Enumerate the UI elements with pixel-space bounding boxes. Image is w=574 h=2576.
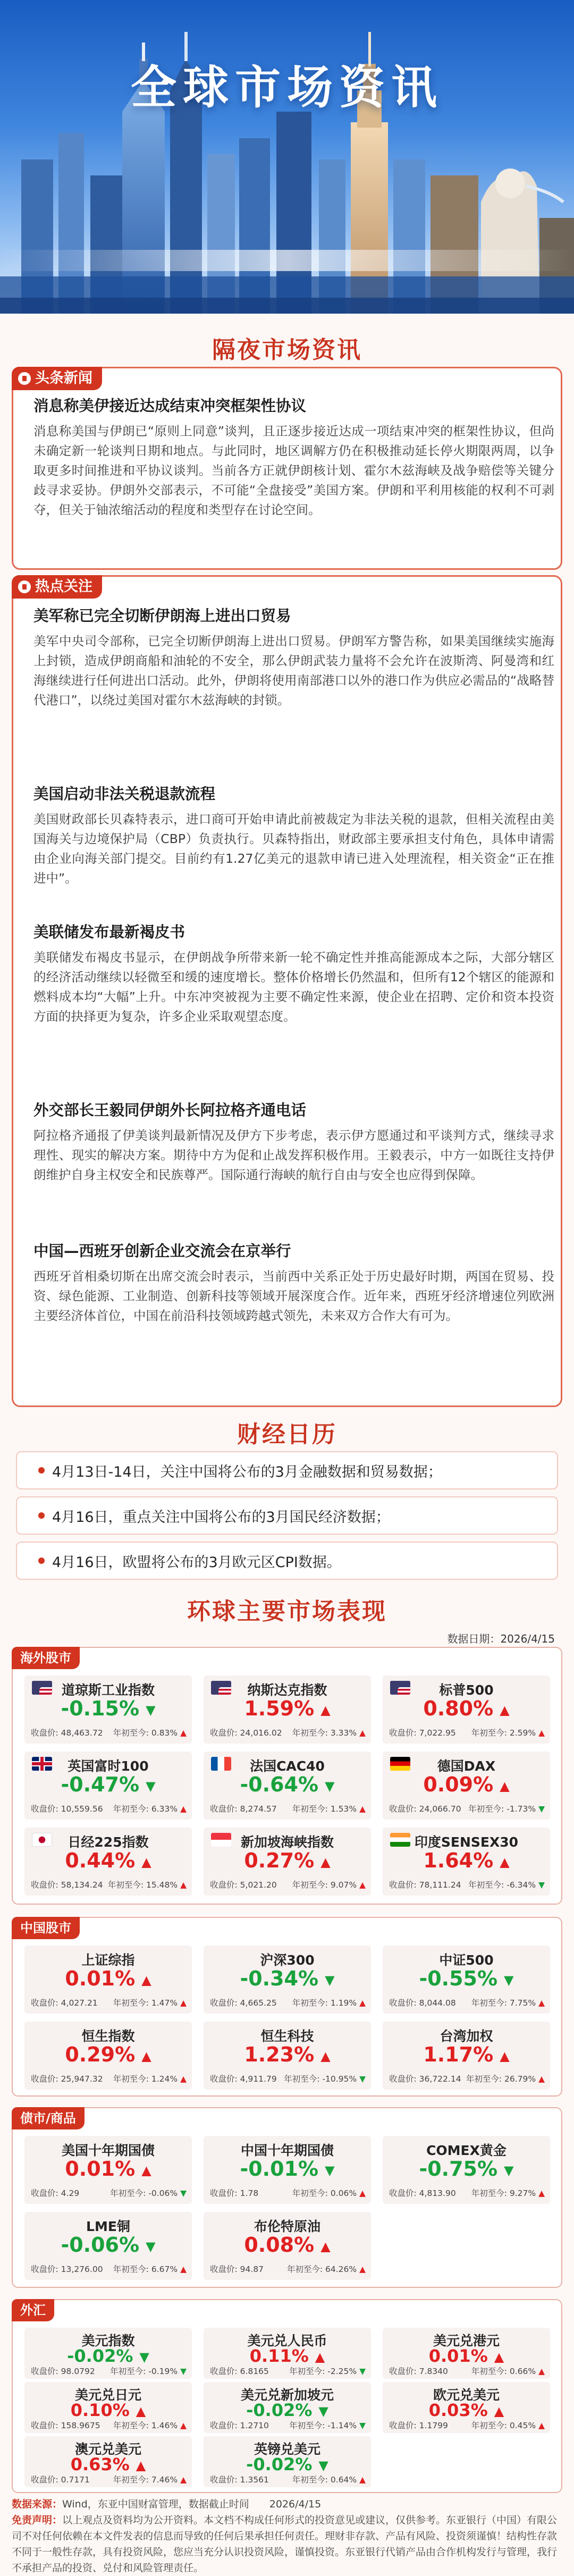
ytd-value: 年初至今: 1.47% ▲ xyxy=(113,1998,187,2008)
market-change: 0.01% ▲ xyxy=(65,2157,151,2181)
triangle-up-icon: ▲ xyxy=(141,2048,151,2064)
close-value: 收盘价: 8,044.08 xyxy=(389,1998,456,2008)
market-name: 欧元兑美元 xyxy=(433,2387,500,2403)
close-value: 收盘价: 24,066.70 xyxy=(389,1804,461,1814)
close-value: 收盘价: 78,111.24 xyxy=(389,1880,461,1890)
triangle-down-icon: ▼ xyxy=(180,2188,187,2198)
market-footer xyxy=(210,1879,366,1890)
market-name: 美元指数 xyxy=(81,2333,135,2348)
market-cell xyxy=(204,2136,371,2204)
market-footer xyxy=(31,2073,187,2084)
disclaimer: 免责声明：以上观点及资料均为公开资料。本文档不构成任何形式的投资意见或建议，仅供参考。东亚银行（中国）有限公司不对任何依赖在本文件发表的信息而导致的任何后果承担任何责任。理财非存款、产品有风险、投资须谨慎！结构性存款不同于一般性存款，具有投资风险，您应当充分认识投资风险，谨慎投资。东亚银行代销产品由合作机构发行与管理，我行不承担产品的投资、兑付和风险管理责任。 xyxy=(12,2514,558,2574)
market-change: 0.09% ▲ xyxy=(423,1773,510,1796)
market-cell xyxy=(204,1752,371,1820)
market-cell xyxy=(24,2136,192,2204)
triangle-up-icon: ▲ xyxy=(500,1778,510,1794)
triangle-down-icon: ▼ xyxy=(146,1778,156,1794)
calendar-item: 4月13日-14日，关注中国将公布的3月金融数据和贸易数据； xyxy=(16,1451,558,1489)
market-cell xyxy=(383,2136,550,2204)
market-change: 0.63% ▲ xyxy=(70,2454,146,2474)
triangle-up-icon: ▲ xyxy=(180,2074,187,2084)
market-name: 德国DAX xyxy=(437,1758,496,1774)
market-cell xyxy=(24,1828,192,1896)
triangle-down-icon: ▼ xyxy=(318,2404,328,2419)
market-change: 0.03% ▲ xyxy=(428,2400,504,2420)
market-change: -0.47% ▼ xyxy=(61,1773,156,1796)
market-change: -0.02% ▼ xyxy=(67,2346,149,2366)
close-value: 收盘价: 4,911.79 xyxy=(210,2074,277,2084)
hot-article-4 xyxy=(33,1100,554,1185)
triangle-down-icon: ▼ xyxy=(538,1880,545,1890)
market-cell xyxy=(204,1828,371,1896)
ytd-value: 年初至今: 64.26% ▲ xyxy=(286,2264,366,2274)
hot-article-body: 西班牙首相桑切斯在出席交流会时表示，当前西中关系正处于历史最好时期，两国在贸易、投资、绿色能源、工业制造、创新科技等领域开展深度合作。近年来，西班牙经济增速位列欧洲主要经济体首位，中国在前沿科技领域跨越式领先，未来双方合作大有可为。 xyxy=(33,1269,554,1323)
ytd-value: 年初至今: 0.64% ▲ xyxy=(292,2475,366,2485)
hero-title: 全球市场资讯 xyxy=(131,61,443,114)
market-change: 0.29% ▲ xyxy=(65,2043,151,2066)
close-value: 收盘价: 5,021.20 xyxy=(210,1880,277,1890)
market-cell xyxy=(383,2382,550,2433)
market-cell xyxy=(383,1828,550,1896)
close-value: 收盘价: 13,276.00 xyxy=(31,2264,103,2274)
ytd-value: 年初至今: 7.75% ▲ xyxy=(471,1998,545,2008)
market-change: -0.02% ▼ xyxy=(246,2400,328,2420)
triangle-up-icon: ▲ xyxy=(141,1972,151,1988)
close-value: 收盘价: 7,022.95 xyxy=(389,1728,456,1738)
overseas-stocks-tag: 海外股市 xyxy=(12,1647,80,1669)
ytd-value: 年初至今: 0.45% ▲ xyxy=(471,2421,545,2430)
market-name: 布伦特原油 xyxy=(254,2219,320,2234)
market-change: 1.23% ▲ xyxy=(244,2043,331,2066)
triangle-up-icon: ▲ xyxy=(359,1728,366,1738)
market-cell xyxy=(383,1752,550,1820)
market-cell xyxy=(383,1676,550,1744)
triangle-down-icon: ▼ xyxy=(180,2367,187,2376)
close-value: 收盘价: 36,722.14 xyxy=(389,2074,461,2084)
close-value: 收盘价: 158.9675 xyxy=(31,2421,100,2430)
market-change: -0.64% ▼ xyxy=(240,1773,335,1796)
triangle-up-icon: ▲ xyxy=(141,2162,151,2178)
market-cell xyxy=(24,1946,192,2014)
ytd-value: 年初至今: 26.79% ▲ xyxy=(466,2074,545,2084)
market-name: 标普500 xyxy=(439,1682,494,1698)
ytd-value: 年初至今: 6.33% ▲ xyxy=(113,1804,187,1814)
bonds-commodities-tag: 债市/商品 xyxy=(12,2107,85,2129)
triangle-up-icon: ▲ xyxy=(136,2458,146,2473)
market-change: 0.08% ▲ xyxy=(244,2233,331,2257)
market-footer xyxy=(31,2473,187,2485)
market-cell xyxy=(204,2436,371,2487)
market-footer xyxy=(31,2365,187,2377)
hot-topics-tag: 热点关注 xyxy=(12,575,102,599)
ytd-value: 年初至今: 1.46% ▲ xyxy=(113,2421,187,2430)
ytd-value: 年初至今: -1.73% ▼ xyxy=(468,1804,545,1814)
triangle-down-icon: ▼ xyxy=(146,1702,156,1718)
market-name: 上证综指 xyxy=(81,1952,135,1968)
market-cell xyxy=(24,2436,192,2487)
triangle-up-icon: ▲ xyxy=(359,1998,366,2008)
china-stocks-tag: 中国股市 xyxy=(12,1917,80,1939)
bullet-icon xyxy=(38,1467,45,1474)
market-cell xyxy=(204,2382,371,2433)
hot-article-title: 美联储发布最新褐皮书 xyxy=(33,923,185,941)
market-footer xyxy=(210,2073,366,2084)
data-date: 数据日期：2026/4/15 xyxy=(447,1632,555,1645)
close-value: 收盘价: 1.1799 xyxy=(389,2421,448,2430)
market-cell xyxy=(383,2022,550,2090)
data-source: 数据来源：Wind，东亚中国财富管理，数据截止时间 2026/4/15 xyxy=(12,2498,322,2510)
china-stocks-panel xyxy=(12,1917,562,2097)
triangle-up-icon: ▲ xyxy=(180,1880,187,1890)
market-name: 中证500 xyxy=(439,1952,494,1968)
market-footer xyxy=(389,2419,545,2431)
market-name: 恒生科技 xyxy=(260,2028,314,2044)
market-name: 纳斯达克指数 xyxy=(247,1682,327,1698)
market-change: 0.11% ▲ xyxy=(249,2346,325,2366)
hot-article-body: 阿拉格齐通报了伊美谈判最新情况及伊方下步考虑，表示伊方愿通过和平谈判方式，继续寻求理性、现实的解决方案。期待中方为促和止战发挥积极作用。王毅表示，中方一如既往支持伊朗维护自身主权安全和民族尊严。国际通行海峡的航行自由与安全也应得到保障。 xyxy=(33,1128,554,1182)
market-cell xyxy=(383,1946,550,2014)
bullet-icon xyxy=(38,1512,45,1519)
triangle-up-icon: ▲ xyxy=(180,1998,187,2008)
close-value: 收盘价: 8,274.57 xyxy=(210,1804,277,1814)
market-change: 0.01% ▲ xyxy=(65,1967,151,1990)
market-name: 日经225指数 xyxy=(67,1834,149,1850)
ytd-value: 年初至今: -10.95% ▼ xyxy=(284,2074,366,2084)
hot-article-3 xyxy=(33,922,554,1026)
ytd-value: 年初至今: 1.19% ▲ xyxy=(292,1998,366,2008)
headline-article xyxy=(33,396,554,520)
market-footer xyxy=(389,2365,545,2377)
triangle-up-icon: ▲ xyxy=(320,1854,331,1870)
triangle-up-icon: ▲ xyxy=(538,2367,545,2376)
market-footer xyxy=(31,1997,187,2008)
ytd-value: 年初至今: 9.27% ▲ xyxy=(471,2188,545,2198)
market-change: -0.75% ▼ xyxy=(419,2157,514,2181)
ytd-value: 年初至今: 3.33% ▲ xyxy=(292,1728,366,1738)
market-footer xyxy=(31,2263,187,2275)
market-footer xyxy=(389,1879,545,1890)
news-icon xyxy=(18,372,31,385)
triangle-up-icon: ▲ xyxy=(494,2350,504,2364)
hot-article-1 xyxy=(33,606,554,710)
market-name: 沪深300 xyxy=(260,1952,315,1968)
hot-article-title: 外交部长王毅同伊朗外长阿拉格齐通电话 xyxy=(33,1101,307,1119)
calendar-item: 4月16日，欧盟将公布的3月欧元区CPI数据。 xyxy=(16,1542,558,1580)
market-change: -0.06% ▼ xyxy=(61,2233,156,2257)
market-change: -0.01% ▼ xyxy=(240,2157,335,2181)
close-value: 收盘价: 0.7171 xyxy=(31,2475,90,2485)
overseas-stocks-panel xyxy=(12,1647,562,1905)
triangle-down-icon: ▼ xyxy=(359,2367,366,2376)
close-value: 收盘价: 25,947.32 xyxy=(31,2074,103,2084)
triangle-up-icon: ▲ xyxy=(320,2238,331,2254)
market-name: 美元兑新加坡元 xyxy=(240,2387,334,2403)
triangle-down-icon: ▼ xyxy=(359,2074,366,2084)
ytd-value: 年初至今: 1.53% ▲ xyxy=(292,1804,366,1814)
triangle-down-icon: ▼ xyxy=(325,2162,335,2178)
fx-tag: 外汇 xyxy=(12,2299,54,2321)
market-footer xyxy=(210,1727,366,1738)
market-change: -0.34% ▼ xyxy=(240,1967,335,1990)
market-cell xyxy=(24,1676,192,1744)
ytd-value: 年初至今: 15.48% ▲ xyxy=(107,1880,187,1890)
close-value: 收盘价: 98.0792 xyxy=(31,2367,95,2376)
hot-article-body: 美联储发布褐皮书显示，在伊朗战争所带来新一轮不确定性并推高能源成本之际，大部分辖区的经济活动继续以轻微至和缓的速度增长。整体价格增长仍然温和，但所有12个辖区的能源和燃料成本均“大幅”上升。中东冲突被视为主要不确定性来源，使企业在招聘、定价和资本投资方面的抉择更为复杂，许多企业采取观望态度。 xyxy=(33,950,554,1024)
market-name: 美元兑人民币 xyxy=(247,2333,327,2348)
triangle-down-icon: ▼ xyxy=(146,2238,156,2254)
market-cell xyxy=(24,2022,192,2090)
market-footer xyxy=(389,1997,545,2008)
ytd-value: 年初至今: -6.34% ▼ xyxy=(468,1880,545,1890)
hot-article-body: 美军中央司令部称，已完全切断伊朗海上进出口贸易。伊朗军方警告称，如果美国继续实施海上封锁，造成伊朗商船和油轮的不安全，那么伊朗武装力量将不会允许在波斯湾、阿曼湾和红海继续进行任何进出口活动。此外，伊朗将使用南部港口以外的港口作为供应必需品的“战略替代港口”，以绕过美国对霍尔木兹海峡的封锁。 xyxy=(33,634,554,708)
market-name: 法国CAC40 xyxy=(250,1758,325,1774)
calendar-title: 财经日历 xyxy=(237,1421,337,1448)
hot-article-title: 美军称已完全切断伊朗海上进出口贸易 xyxy=(33,607,291,625)
market-cell xyxy=(24,2328,192,2379)
market-change: 1.59% ▲ xyxy=(244,1697,331,1720)
market-name: 印度SENSEX30 xyxy=(414,1834,519,1850)
hot-article-5 xyxy=(33,1241,554,1326)
market-cell xyxy=(204,2328,371,2379)
market-name: 美元兑港元 xyxy=(433,2333,500,2348)
triangle-down-icon: ▼ xyxy=(318,2458,328,2473)
triangle-down-icon: ▼ xyxy=(139,2350,149,2364)
triangle-up-icon: ▲ xyxy=(180,2421,187,2430)
market-footer xyxy=(31,1803,187,1814)
ytd-value: 年初至今: 1.24% ▲ xyxy=(113,2074,187,2084)
fx-panel xyxy=(12,2299,562,2493)
triangle-up-icon: ▲ xyxy=(180,2264,187,2274)
market-footer xyxy=(389,2187,545,2199)
market-change: 0.44% ▲ xyxy=(65,1849,151,1872)
market-footer xyxy=(389,1727,545,1738)
market-footer xyxy=(31,1879,187,1890)
bullet-icon xyxy=(38,1558,45,1564)
close-value: 收盘价: 1.2710 xyxy=(210,2421,269,2430)
triangle-up-icon: ▲ xyxy=(359,1804,366,1814)
triangle-up-icon: ▲ xyxy=(320,1702,331,1718)
market-change: -0.55% ▼ xyxy=(419,1967,514,1990)
ytd-value: 年初至今: 7.46% ▲ xyxy=(113,2475,187,2485)
triangle-up-icon: ▲ xyxy=(494,2404,504,2419)
market-name: 英镑兑美元 xyxy=(254,2442,320,2457)
market-change: 0.27% ▲ xyxy=(244,1849,331,1872)
close-value: 收盘价: 58,134.24 xyxy=(31,1880,103,1890)
fire-icon xyxy=(18,580,31,593)
ytd-value: 年初至今: 6.67% ▲ xyxy=(113,2264,187,2274)
footer xyxy=(12,2496,562,2576)
hot-article-body: 美国财政部长贝森特表示，进口商可开始申请此前被裁定为非法关税的退款，但相关流程由美国海关与边境保护局（CBP）负责执行。贝森特指出，财政部主要承担支付角色，具体申请需由企业向海关部门提交。目前约有1.27亿美元的退款申请已进入处理流程，相关资金“正在推进中”。 xyxy=(33,812,554,886)
triangle-down-icon: ▼ xyxy=(538,1804,545,1814)
bonds-commodities-panel xyxy=(12,2107,562,2288)
ytd-value: 年初至今: -0.06% ▼ xyxy=(110,2188,187,2198)
market-footer xyxy=(210,2419,366,2431)
markets-title: 环球主要市场表现 xyxy=(187,1598,387,1625)
close-value: 收盘价: 48,463.72 xyxy=(31,1728,103,1738)
ytd-value: 年初至今: -2.25% ▼ xyxy=(289,2367,366,2376)
triangle-up-icon: ▲ xyxy=(180,2475,187,2485)
market-name: 美元兑日元 xyxy=(74,2387,141,2403)
market-change: 0.01% ▲ xyxy=(428,2346,504,2366)
market-cell xyxy=(204,1676,371,1744)
ytd-value: 年初至今: 0.83% ▲ xyxy=(113,1728,187,1738)
close-value: 收盘价: 4,027.21 xyxy=(31,1998,98,2008)
market-cell xyxy=(24,1752,192,1820)
triangle-up-icon: ▲ xyxy=(538,2188,545,2198)
triangle-down-icon: ▼ xyxy=(359,2421,366,2430)
calendar-item: 4月16日，重点关注中国将公布的3月国民经济数据； xyxy=(16,1496,558,1535)
triangle-down-icon: ▼ xyxy=(504,2162,514,2178)
market-footer xyxy=(210,1803,366,1814)
market-change: -0.02% ▼ xyxy=(246,2454,328,2474)
market-footer xyxy=(210,2365,366,2377)
market-change: 0.80% ▲ xyxy=(423,1697,510,1720)
triangle-up-icon: ▲ xyxy=(538,2074,545,2084)
market-change: -0.15% ▼ xyxy=(61,1697,156,1720)
market-footer xyxy=(210,2473,366,2485)
triangle-up-icon: ▲ xyxy=(180,1804,187,1814)
close-value: 收盘价: 4,813.90 xyxy=(389,2188,456,2198)
ytd-value: 年初至今: 0.66% ▲ xyxy=(471,2367,545,2376)
triangle-up-icon: ▲ xyxy=(320,2048,331,2064)
close-value: 收盘价: 4,665.25 xyxy=(210,1998,277,2008)
market-footer xyxy=(31,2187,187,2199)
market-footer xyxy=(210,2187,366,2199)
close-value: 收盘价: 10,559.56 xyxy=(31,1804,103,1814)
market-name: 台湾加权 xyxy=(440,2028,493,2044)
market-cell xyxy=(24,2382,192,2433)
triangle-up-icon: ▲ xyxy=(359,2264,366,2274)
headline-card xyxy=(12,367,562,570)
market-footer xyxy=(210,1997,366,2008)
market-name: 恒生指数 xyxy=(81,2028,135,2044)
triangle-up-icon: ▲ xyxy=(141,1854,151,1870)
close-value: 收盘价: 24,016.02 xyxy=(210,1728,282,1738)
market-name: 道琼斯工业指数 xyxy=(61,1682,155,1698)
triangle-up-icon: ▲ xyxy=(180,1728,187,1738)
triangle-up-icon: ▲ xyxy=(500,2048,510,2064)
market-footer xyxy=(31,2419,187,2431)
market-name: LME铜 xyxy=(86,2219,130,2234)
market-cell xyxy=(24,2212,192,2280)
triangle-up-icon: ▲ xyxy=(359,2475,366,2485)
city-skyline-illustration xyxy=(0,0,574,314)
overnight-title: 隔夜市场资讯 xyxy=(212,336,362,364)
ytd-value: 年初至今: -0.19% ▼ xyxy=(110,2367,187,2376)
market-footer xyxy=(389,1803,545,1814)
market-cell xyxy=(383,2328,550,2379)
ytd-value: 年初至今: 9.07% ▲ xyxy=(292,1880,366,1890)
hero-banner xyxy=(0,0,574,314)
market-footer xyxy=(31,1727,187,1738)
triangle-up-icon: ▲ xyxy=(538,1998,545,2008)
market-cell xyxy=(204,1946,371,2014)
triangle-up-icon: ▲ xyxy=(500,1702,510,1718)
close-value: 收盘价: 4.29 xyxy=(31,2188,80,2198)
market-name: COMEX黄金 xyxy=(426,2143,507,2158)
market-change: 1.17% ▲ xyxy=(423,2043,510,2066)
triangle-up-icon: ▲ xyxy=(136,2404,146,2419)
close-value: 收盘价: 7.8340 xyxy=(389,2367,448,2376)
hot-topics-card xyxy=(12,575,562,1407)
close-value: 收盘价: 1.78 xyxy=(210,2188,259,2198)
triangle-down-icon: ▼ xyxy=(504,1972,514,1988)
market-change: 0.10% ▲ xyxy=(70,2400,146,2420)
headline-tag: 头条新闻 xyxy=(12,367,102,390)
triangle-down-icon: ▼ xyxy=(325,1778,335,1794)
triangle-up-icon: ▲ xyxy=(315,2350,325,2364)
close-value: 收盘价: 94.87 xyxy=(210,2264,264,2274)
market-name: 英国富时100 xyxy=(67,1758,149,1774)
market-footer xyxy=(210,2263,366,2275)
triangle-up-icon: ▲ xyxy=(359,2188,366,2198)
ytd-value: 年初至今: 2.59% ▲ xyxy=(471,1728,545,1738)
triangle-up-icon: ▲ xyxy=(538,2421,545,2430)
close-value: 收盘价: 6.8165 xyxy=(210,2367,269,2376)
market-footer xyxy=(389,2073,545,2084)
hot-article-2 xyxy=(33,784,554,888)
market-cell xyxy=(204,2022,371,2090)
market-name: 新加坡海峡指数 xyxy=(240,1834,334,1850)
headline-body: 消息称美国与伊朗已“原则上同意”谈判，且正逐步接近达成一项结束冲突的框架性协议，但尚未确定新一轮谈判日期和地点。与此同时，地区调解方仍在积极推动延长停火期限两周，以争取更多时间推进和平协议谈判。当前各方正就伊朗核计划、霍尔木兹海峡及战争赔偿等关键分歧寻求妥协。伊朗外交部表示，不可能“全盘接受”美国方案。伊朗和平利用核能的权利不可剥夺，但关于铀浓缩活动的程度和类型存在讨论空间。 xyxy=(33,424,554,517)
triangle-up-icon: ▲ xyxy=(538,1728,545,1738)
ytd-value: 年初至今: 0.06% ▲ xyxy=(292,2188,366,2198)
hot-article-title: 美国启动非法关税退款流程 xyxy=(33,785,216,803)
market-cell xyxy=(204,2212,371,2280)
market-change: 1.64% ▲ xyxy=(423,1849,510,1872)
triangle-up-icon: ▲ xyxy=(500,1854,510,1870)
close-value: 收盘价: 1.3561 xyxy=(210,2475,269,2485)
market-name: 中国十年期国债 xyxy=(240,2143,334,2158)
market-name: 澳元兑美元 xyxy=(74,2442,141,2457)
triangle-down-icon: ▼ xyxy=(325,1972,335,1988)
triangle-up-icon: ▲ xyxy=(359,1880,366,1890)
headline-title: 消息称美伊接近达成结束冲突框架性协议 xyxy=(33,397,307,415)
market-name: 美国十年期国债 xyxy=(61,2143,155,2158)
hot-article-title: 中国—西班牙创新企业交流会在京举行 xyxy=(33,1242,291,1260)
ytd-value: 年初至今: -1.14% ▼ xyxy=(289,2421,366,2430)
